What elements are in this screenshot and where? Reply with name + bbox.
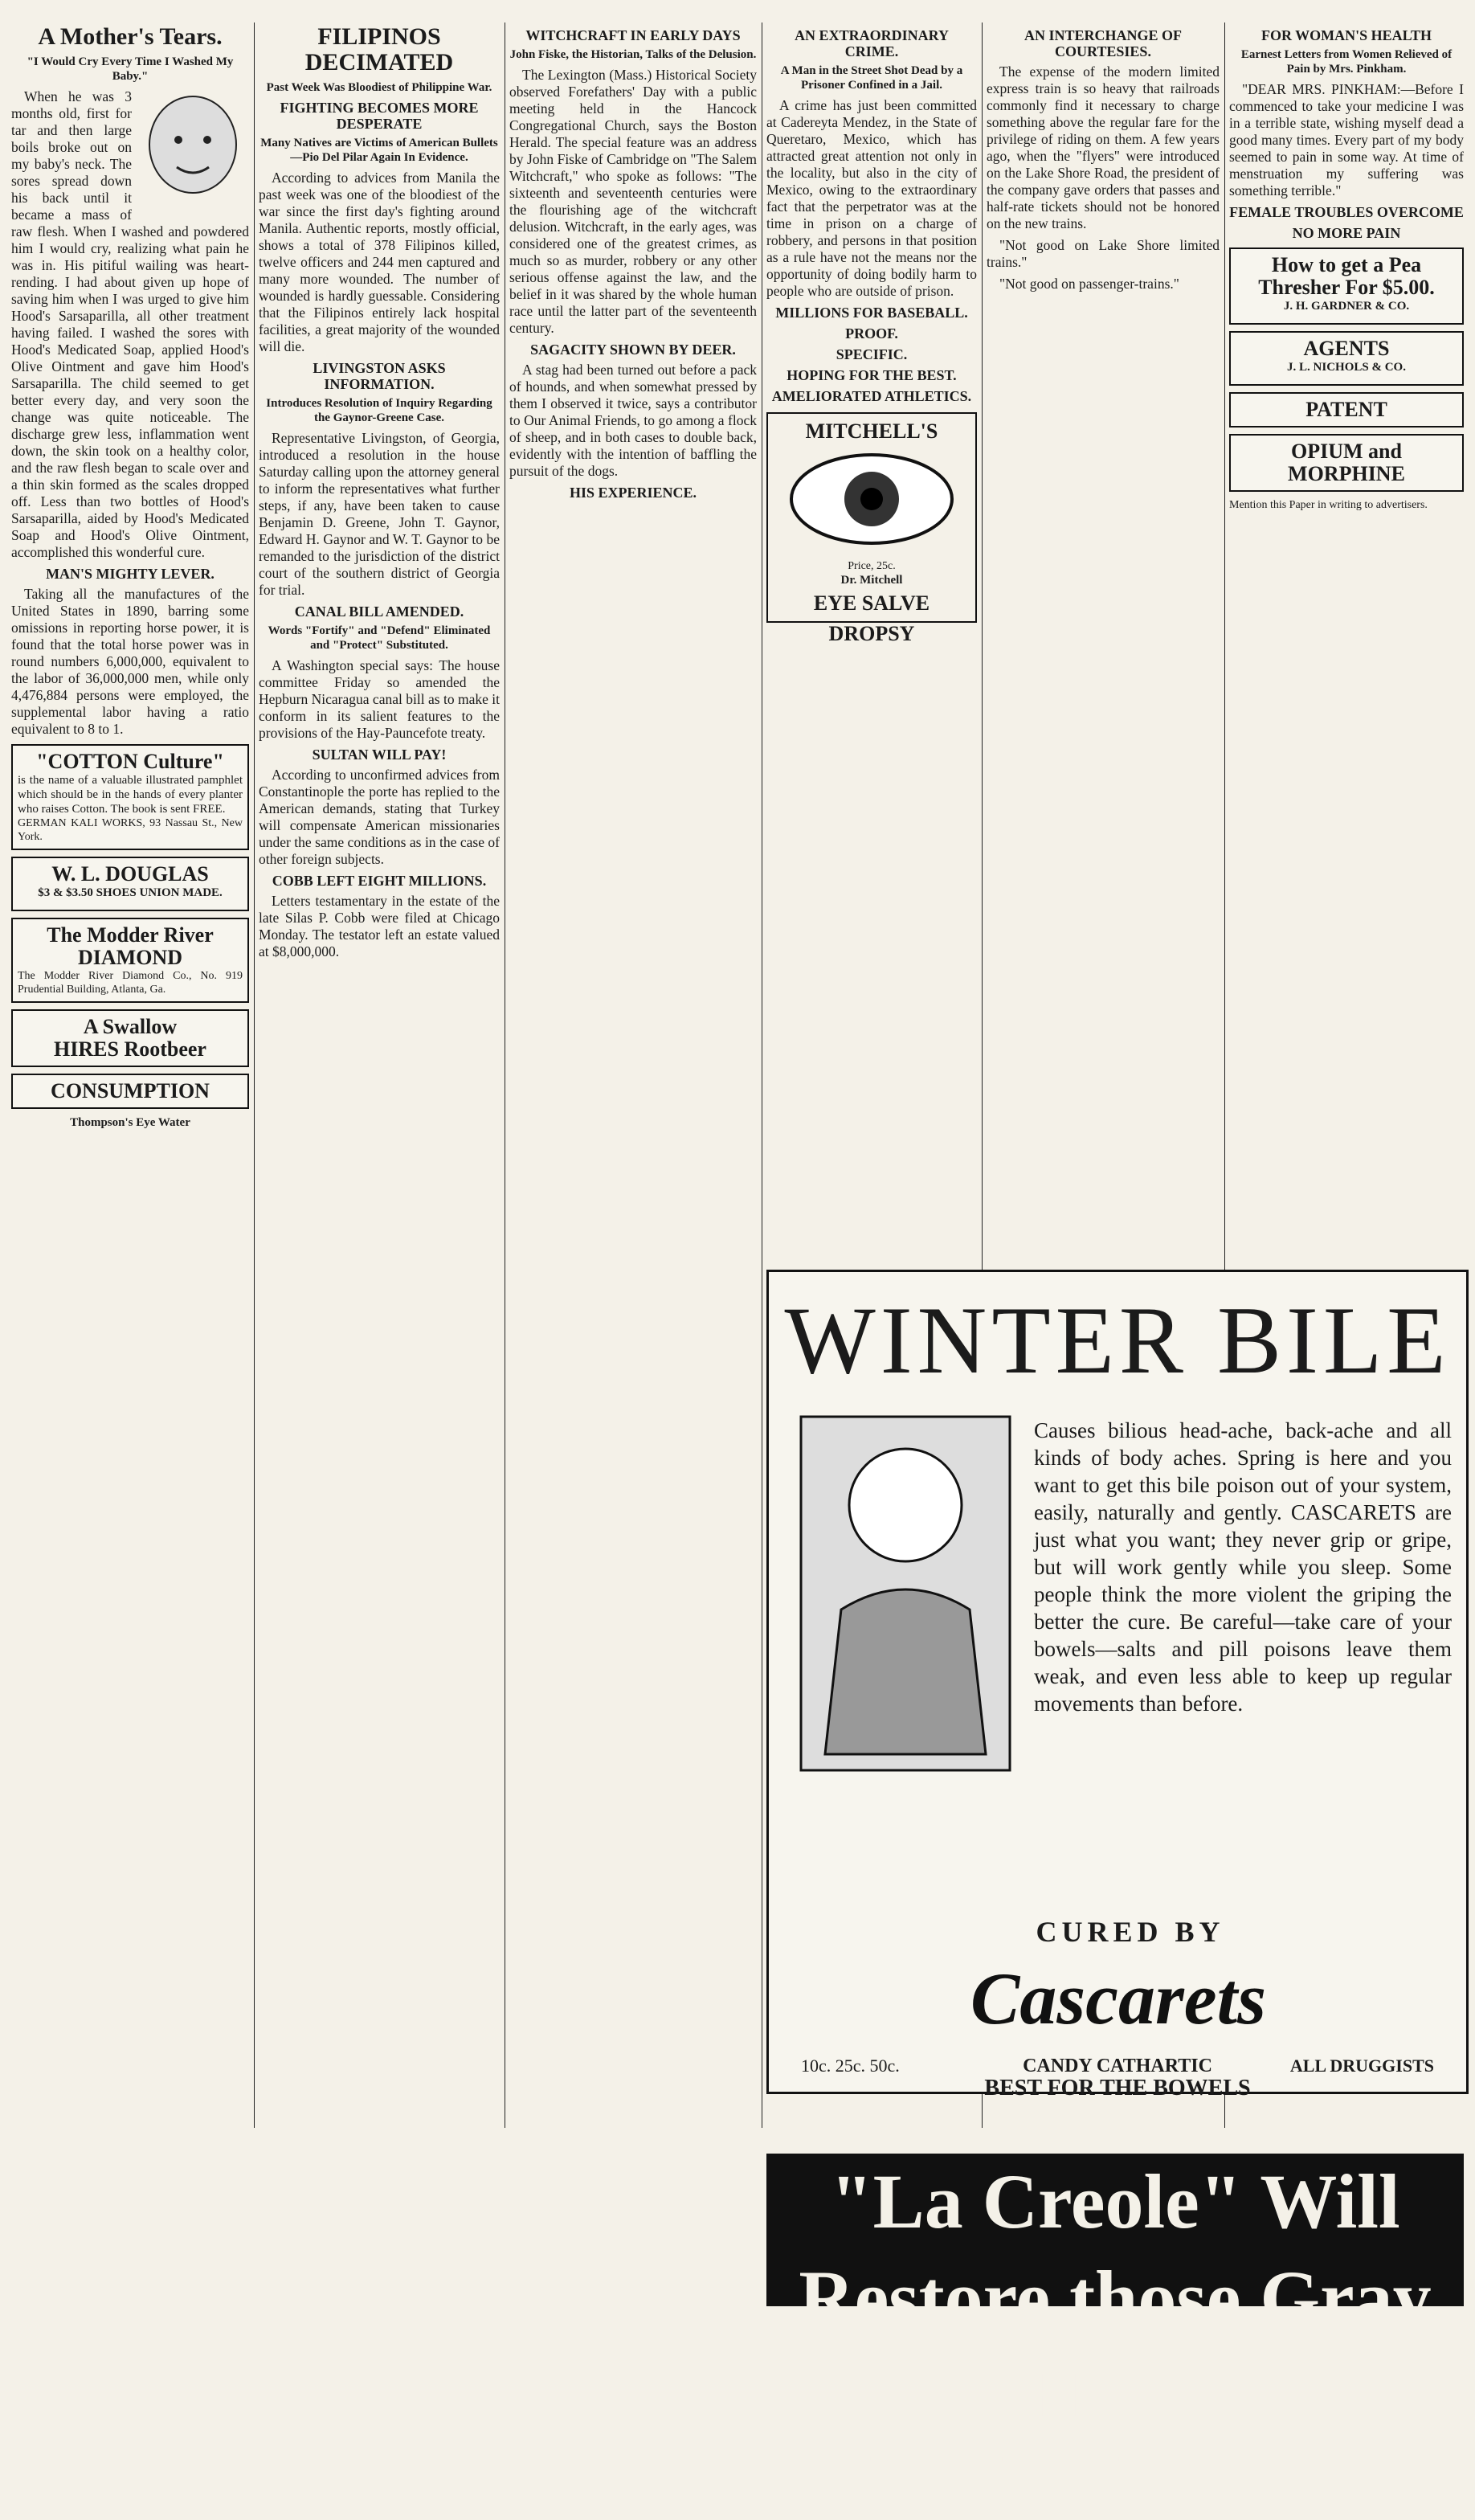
sagacity-title: SAGACITY SHOWN BY DEER. [530,342,736,358]
best-for-bowels: BEST FOR THE BOWELS [984,2076,1251,2101]
patent-title: PATENT [1305,398,1387,421]
mitchell-ad [766,412,977,623]
column-2 [259,22,500,2128]
sagacity-body: A stag had been turned out before a pack of hounds, and when somewhat pressed by them I observed it twice, says a contributor to Our Animal Friends, to go among a flock of sheep, and in both cases to double back, evidently with the intention of baffling the pursuit of the dogs. [509,362,757,479]
price-left: 10c. 25c. 50c. [801,2056,900,2076]
livingston-title: LIVINGSTON ASKS INFORMATION. [313,360,446,392]
filipinos-body: According to advices from Manila the past week was one of the bloodiest of the war since the first day's fighting around Manila. Authentic reports, mostly official, shows a total of 378 Filipinos killed, twelve officers and 244 men captured and many more wounded. The number of wounded is hardly guessable. Considering that the Filipinos entirely lack hospital facilities, a great majority of the wounded will die. [259,170,500,354]
eye-salve: EYE SALVE [813,591,930,615]
canal-title: CANAL BILL AMENDED. [294,603,464,620]
cobb-body: Letters testamentary in the estate of the late Silas P. Cobb were filed at Chicago Monday. The testator left an estate valued at $8,000,000. [259,893,500,959]
candy-cathartic: CANDY CATHARTIC [1023,2056,1212,2076]
la-creole-banner [766,2154,1464,2518]
douglas-ad [11,857,249,911]
livingston-sub: Introduces Resolution of Inquiry Regarding the Gaynor-Greene Case. [266,397,492,424]
cotton-address: GERMAN KALI WORKS, 93 Nassau St., New York. [18,817,243,843]
agents-ad [1229,331,1464,386]
swallow-title: A Swallow [83,1015,178,1038]
column-3 [509,22,757,2128]
filipinos-subtitle-3: Many Natives are Victims of American Bullets—Pio Del Pilar Again In Evidence. [260,137,498,164]
mitchell-signature: Dr. Mitchell [840,574,903,587]
pea-thresher-ad [1229,248,1464,325]
baby-portrait-icon [137,88,249,209]
filipinos-title: FILIPINOS DECIMATED [304,23,454,76]
female-troubles-title: FEMALE TROUBLES OVERCOME [1229,204,1464,220]
mitchell-price: Price, 25c. [848,560,896,572]
woman-health-body: "DEAR MRS. PINKHAM:—Before I commenced to take your medicine I was in a terrible state, wishing myself dead a good many times. Every part of my body seemed to pain in some way. At time of menstruation my suffering was something terrible." [1229,81,1464,198]
hires-ad [11,1009,249,1067]
column-6 [1229,22,1464,1260]
winter-bile-ad [766,1270,1469,2101]
cotton-ad [11,744,249,850]
mans-lever-body: Taking all the manufactures of the United States in 1890, barring some omissions in reporting horse power, it is found that the total horse power was in round numbers 6,000,000, equivalent to the labor of 36,000,000 men, while only 4,476,884 persons were employed, the supplemental labor having a ratio equivalent to 8 to 1. [11,586,249,737]
agents-title: AGENTS [1303,337,1390,360]
canal-body: A Washington special says: The house committee Friday so amended the Hepburn Nicaragua canal bill as to make it conform in its salient features to the provisions of the Hay-Pauncefote treaty. [259,657,500,741]
svg-text:Cascarets: Cascarets [970,1958,1266,2039]
winter-bile-title: WINTER BILE [784,1287,1451,1393]
opium-title: OPIUM and MORPHINE [1288,440,1405,485]
sultan-body: According to unconfirmed advices from Constantinople the porte has replied to the American demands, stating that Turkey will compensate American missionaries under the same conditions as in the case of other foreign subjects. [259,767,500,867]
gardner-company: J. H. GARDNER & CO. [1283,300,1410,313]
column-1 [11,22,249,2128]
column-rule [254,22,255,2128]
la-creole-sub: "La Creole" Hair Restorer is a Perfect Dressing and Restorer. Price $1.00. [783,2444,1447,2518]
hoping-title: HOPING FOR THE BEST. [787,367,957,383]
proof-title: PROOF. [845,325,898,342]
woman-health-title: FOR WOMAN'S HEALTH [1260,27,1432,43]
cured-by: CURED BY [1036,1916,1225,1948]
mitchell-title: MITCHELL'S [805,419,938,443]
cascarets-logo [817,1955,1420,2052]
witchcraft-body: The Lexington (Mass.) Historical Society observed Forefathers' Day with a public meeting held in the Hancock Congregational Church, says the Boston Herald. The special feature was an address by John Fiske of Cambridge on "The Salem Witchcraft," who spoke as follows: "The sixteenth and seventeenth centuries were the flourishing age of the witchcraft delusion. Witchcraft, in the early ages, was considered one of the greatest crimes, as much so as murder, robbery or any other serious offense against the law, and the belief in it was shared by the whole human race until the latter part of the seventeenth century. [509,67,757,336]
eye-icon [783,443,960,555]
no-more-pain-title: NO MORE PAIN [1292,225,1401,241]
mothers-tears-quote: "I Would Cry Every Time I Washed My Baby." [27,55,234,83]
filipinos-subtitle-1: Past Week Was Bloodiest of Philippine War. [266,81,492,94]
hires-title: HIRES Rootbeer [54,1037,206,1061]
courtesies-quote-2: "Not good on passenger-trains." [999,276,1179,292]
experience-title: HIS EXPERIENCE. [569,485,697,501]
opium-ad [1229,434,1464,492]
column-4 [766,22,977,1260]
witchcraft-sub: John Fiske, the Historian, Talks of the Delusion. [509,48,757,61]
douglas-title: W. L. DOUGLAS [51,862,209,886]
cotton-body: is the name of a valuable illustrated pamphlet which should be in the hands of every planter who raises Cotton. The book is sent FREE. [18,774,243,816]
livingston-body: Representative Livingston, of Georgia, introduced a resolution in the house Saturday calling upon the attorney general to inform the representatives what further steps, if any, have been taken to cause Benjamin D. Greene, John T. Gaynor, Edward H. Gaynor and W. T. Gaynor to be remanded to the jurisdiction of the district court of the southern district of Georgia for trial. [259,430,500,598]
diamond-address: The Modder River Diamond Co., No. 919 Prudential Building, Atlanta, Ga. [18,970,243,996]
mans-lever-title: MAN'S MIGHTY LEVER. [46,566,215,582]
witchcraft-title: WITCHCRAFT IN EARLY DAYS [525,27,741,43]
specific-title: SPECIFIC. [836,346,908,362]
douglas-sub: $3 & $3.50 SHOES UNION MADE. [38,886,223,899]
woman-illustration-icon [793,1409,1018,1778]
consumption-ad [11,1074,249,1109]
filipinos-subtitle-2: FIGHTING BECOMES MORE DESPERATE [280,100,479,132]
diamond-ad [11,918,249,1003]
consumption-title: CONSUMPTION [51,1079,210,1102]
diamond-title: The Modder River DIAMOND [47,923,214,969]
crime-body: A crime has just been committed at Cadereyta Mendez, in the State of Queretaro, Mexico, which has attracted great attention not only in the locality, but also in the city of Mexico, owing to the extraordinary fact that the perpetrator was at the time in prison on a charge of robbery, and persons in that position as a rule have not the means nor the opportunity of doing bodily harm to people who are outside of prison. [766,97,977,299]
courtesies-body: The expense of the modern limited express train is so heavy that railroads commonly find it necessary to charge something above the regular fare for the privilege of riding on them. A few years ago, when the "flyers" were introduced on the Lake Shore Road, the president of the company gave orders that passes and half-rate tickets should not be honored on the new trains. [987,63,1220,231]
baseball-title: MILLIONS FOR BASEBALL. [775,305,968,321]
winter-bile-body: Causes bilious head-ache, back-ache and all kinds of body aches. Spring is here and you want to get this bile poison out of your system, easily, naturally and gently. CASCARETS are just what you want; they never grip or gripe, but will work gently while you sleep. Some people think the more violent the griping the better the cure. Be careful—take care of your bowels—salts and pill poisons leave them weak, and even less able to keep up regular movements than before. [1034,1418,1452,1716]
crime-sub: A Man in the Street Shot Dead by a Prisoner Confined in a Jail. [780,64,963,92]
la-creole-title: "La Creole" Will Restore those Gray Hairs [799,2158,1432,2437]
woman-health-sub: Earnest Letters from Women Relieved of Pain by Mrs. Pinkham. [1240,48,1453,76]
mothers-tears-body: When he was 3 months old, first for tar and then large boils broke out on my baby's neck. The sores spread down his back until it became a mass of raw flesh. When I washed and powdered him I would cry, realizing what pain he was in. His pitiful wailing was heart-rending. I had about given up hope of saving him when I was urged to give him Hood's Sarsaparilla, all other treatment having failed. I washed the sores with Hood's Medicated Soap, applied Hood's Olive Ointment and gave him Hood's Sarsaparilla. The child seemed to get better every day, and very soon the change was quite noticeable. The discharge grew less, inflammation went down, the skin took on a healthy color, and the raw flesh began to scale over and a thin skin formed as the scales dropped off. Less than two bottles of Hood's Sarsaparilla, aided by Hood's Medicated Soap and Hood's Olive Ointment, accomplished this wonderful cure. [11,88,249,560]
mention-paper: Mention this Paper in writing to advertisers. [1229,499,1428,511]
canal-sub: Words "Fortify" and "Defend" Eliminated and "Protect" Substituted. [268,624,491,652]
column-5 [987,22,1220,1260]
sultan-title: SULTAN WILL PAY! [312,747,447,763]
courtesies-quote-1: "Not good on Lake Shore limited trains." [987,237,1220,270]
price-right: ALL DRUGGISTS [1289,2056,1434,2076]
cobb-title: COBB LEFT EIGHT MILLIONS. [272,873,487,889]
athletics-title: AMELIORATED ATHLETICS. [771,388,972,404]
cotton-title: "COTTON Culture" [36,750,224,773]
nichols-company: J. L. NICHOLS & CO. [1287,361,1406,374]
patent-ad [1229,392,1464,428]
thompson-eye-water: Thompson's Eye Water [70,1116,190,1129]
dropsy-title: DROPSY [828,622,915,645]
courtesies-title: AN INTERCHANGE OF COURTESIES. [1024,27,1182,59]
pea-thresher-title: How to get a Pea Thresher For $5.00. [1258,253,1435,299]
mothers-tears-title: A Mother's Tears. [38,23,223,50]
crime-title: AN EXTRAORDINARY CRIME. [795,27,949,59]
